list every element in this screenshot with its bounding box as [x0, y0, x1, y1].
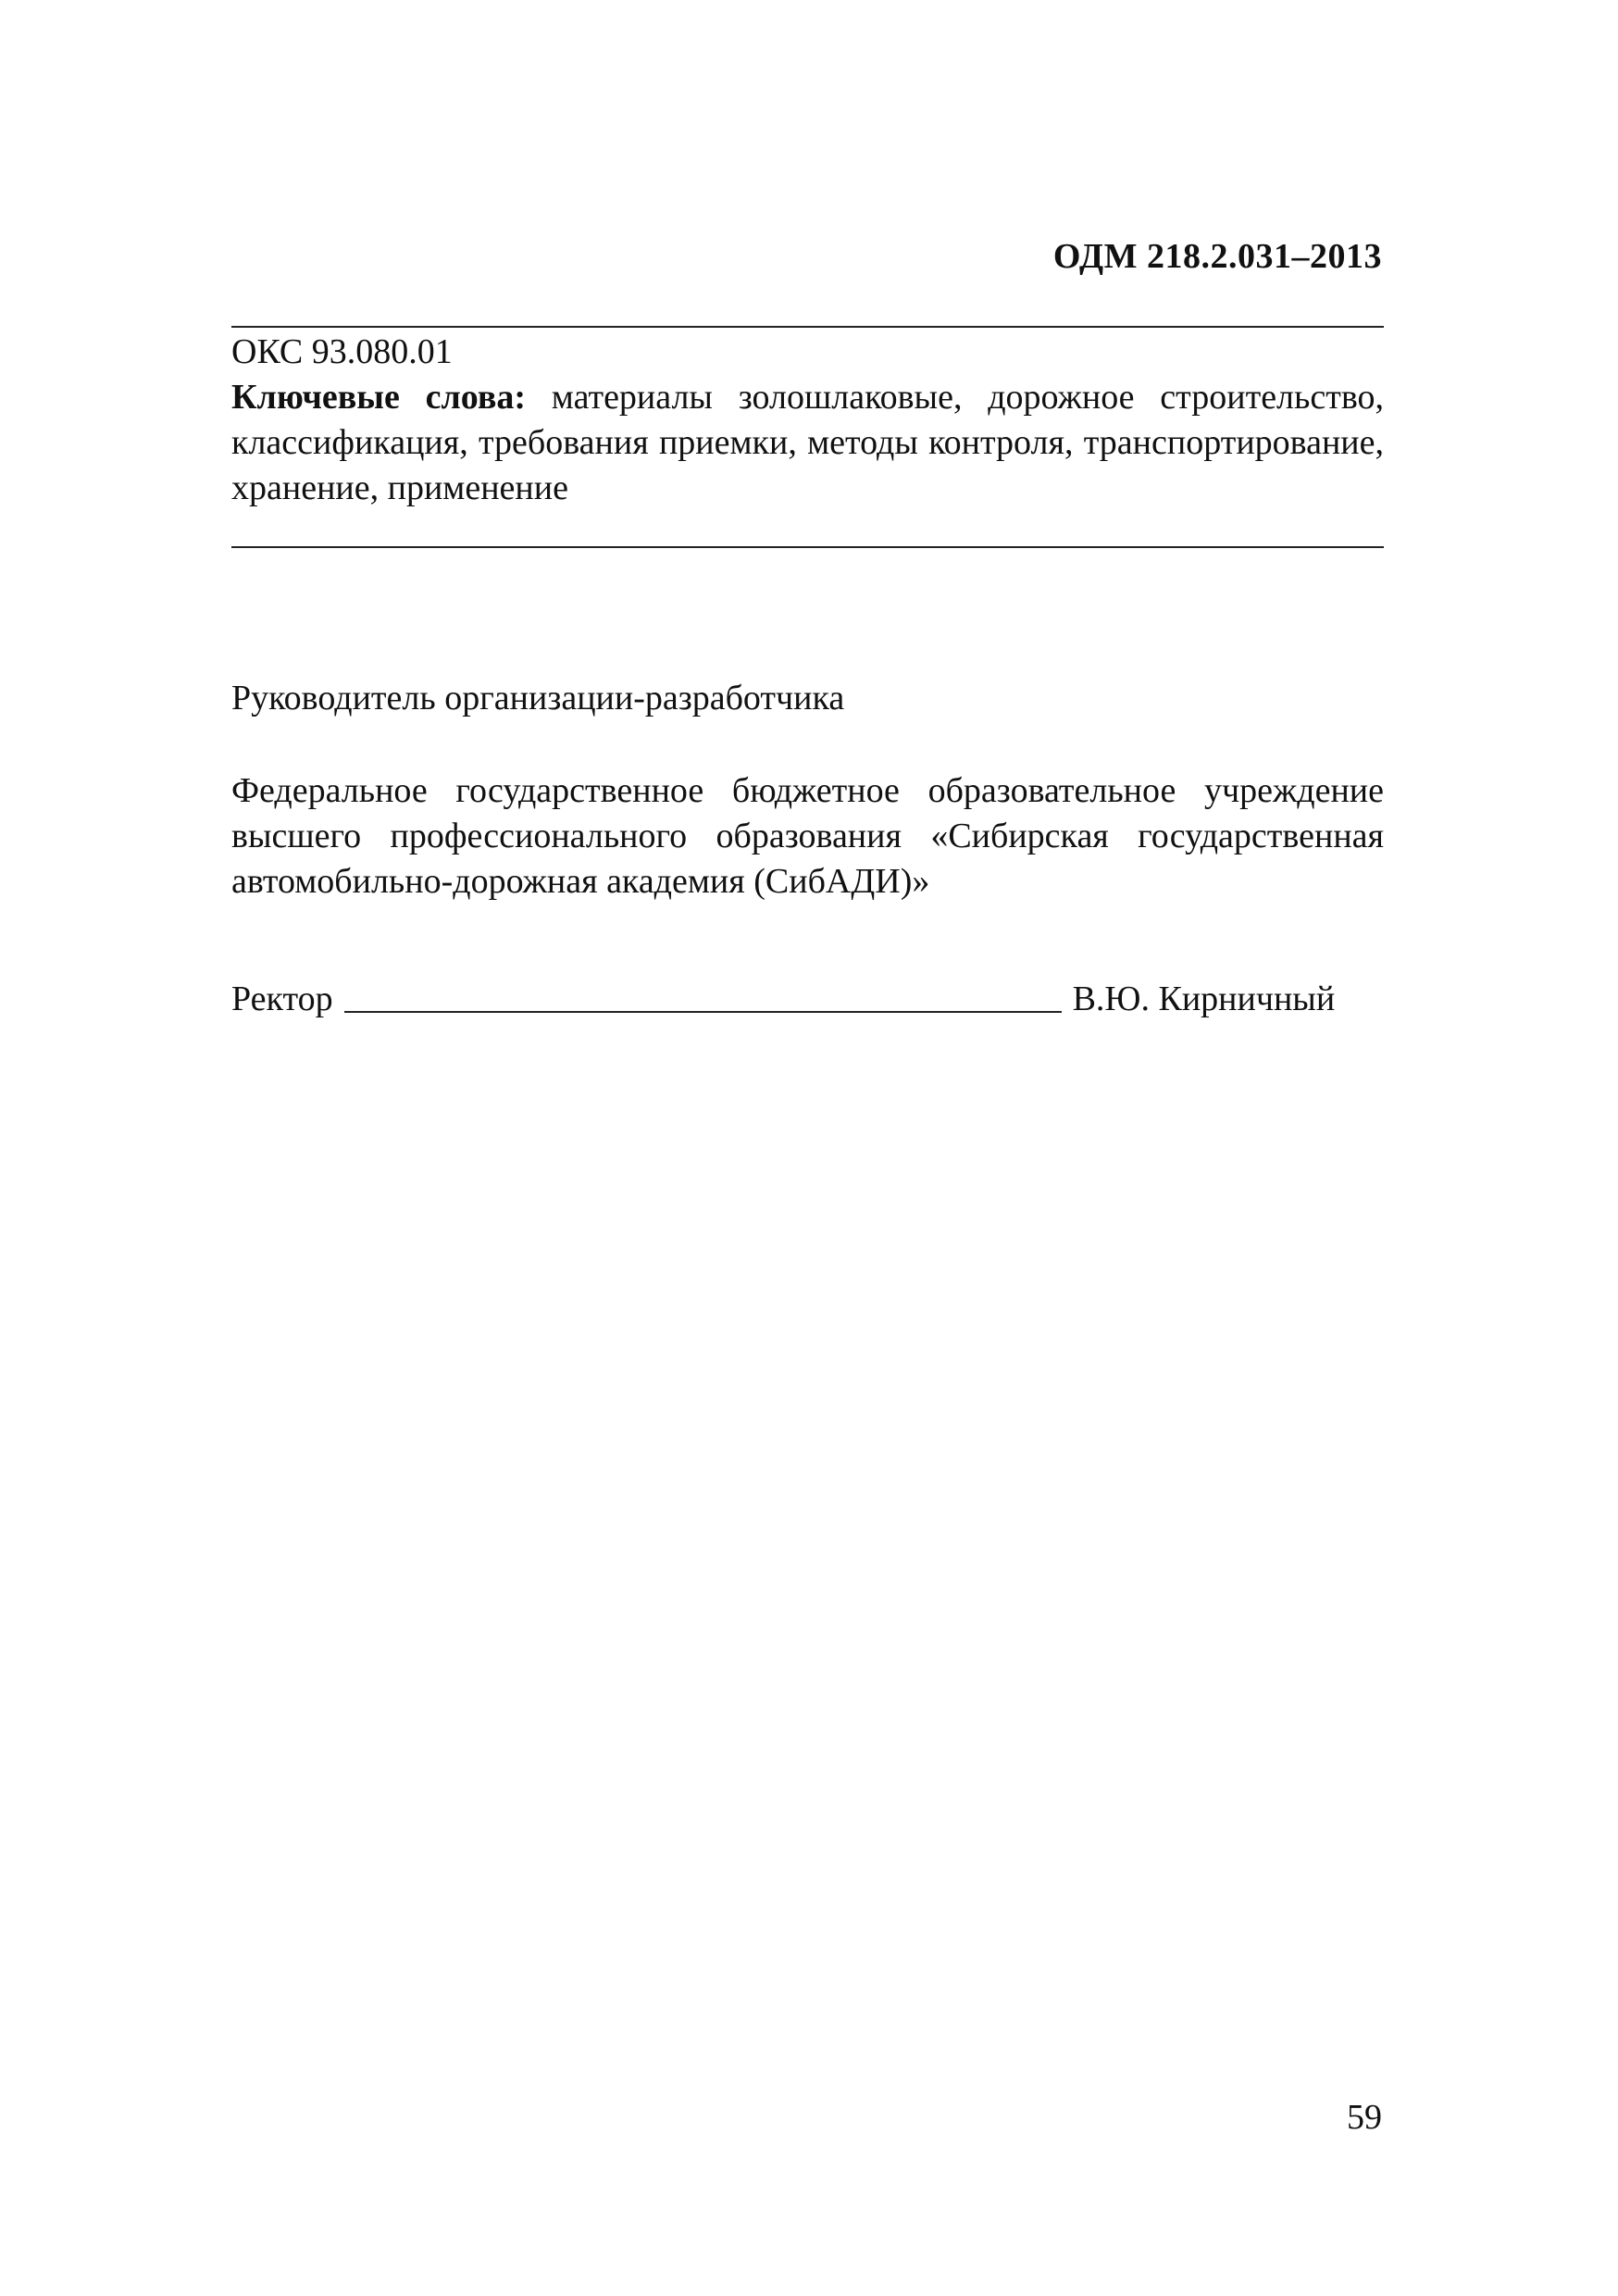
- top-divider: [231, 326, 1384, 328]
- page-number: 59: [1347, 2098, 1382, 2137]
- signature-line: [344, 1011, 1062, 1013]
- developer-head-label: Руководитель организации-разработчика: [231, 679, 845, 718]
- keywords-label: Ключевые слова:: [231, 378, 527, 417]
- document-code: ОДМ 218.2.031–2013: [1052, 237, 1382, 276]
- signatory-position: Ректор: [231, 980, 333, 1018]
- keywords-text: материалы золошлаковые, дорожное строительство, классификация, требования приемки, методы контроля, транспортирование, хранение, применение: [231, 378, 1385, 507]
- keywords-paragraph: [231, 375, 1384, 511]
- bottom-divider: [231, 546, 1384, 548]
- signature-row: [231, 977, 1384, 1022]
- oks-code: ОКС 93.080.01: [231, 332, 453, 371]
- developer-organization: Федеральное государственное бюджетное образовательное учреждение высшего профессионального образования «Сибирская государственная автомобильно-дорожная академия (СибАДИ)»: [231, 771, 1384, 901]
- signatory-name: В.Ю. Кирничный: [1072, 980, 1336, 1018]
